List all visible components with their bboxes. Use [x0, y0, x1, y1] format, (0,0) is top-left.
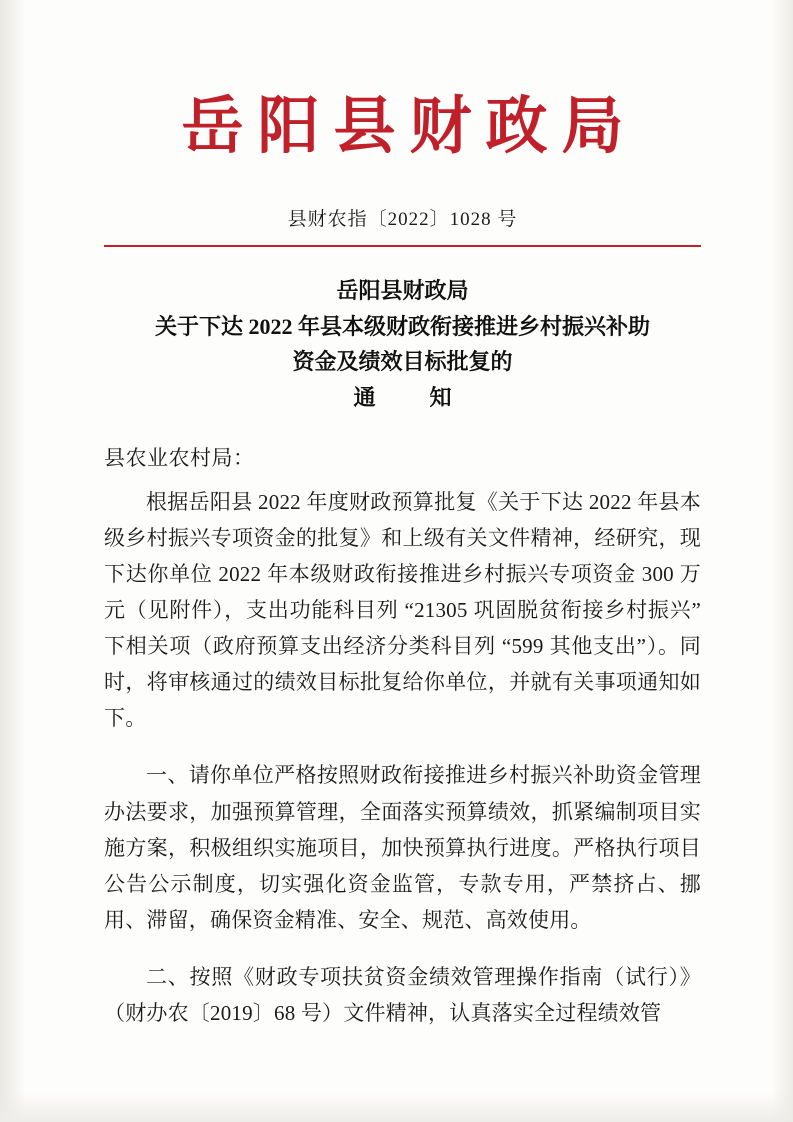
paragraph-intro: 根据岳阳县 2022 年度财政预算批复《关于下达 2022 年县本级乡村振兴专项资金的批复》和上级有关文件精神，经研究，现下达你单位 2022 年本级财政衔接推进乡村振兴专项资金 300 万元（见附件），支出功能科目列 “21305 巩固脱贫衔接乡村振兴” 下相关项（政府预算支出经济分类科目列 “599 其他支出”）。同时，将审核通过的绩效目标批复给你单位，并就有关事项通知如下。 — [104, 489, 701, 731]
document-recipient: 县农业农村局： — [104, 445, 255, 470]
document-number: 县财农指〔2022〕1028 号 — [287, 209, 518, 231]
document-title — [104, 273, 701, 416]
red-divider-rule — [104, 245, 701, 247]
paragraph-item-one: 一、请你单位严格按照财政衔接推进乡村振兴补助资金管理办法要求，加强预算管理，全面落实预算绩效，抓紧编制项目实施方案，积极组织实施项目，加快预算执行进度。严格执行项目公告公示制度，切实强化资金监管，专款专用，严禁挤占、挪用、滞留，确保资金精准、安全、规范、高效使用。 — [104, 763, 701, 932]
title-line-issuer: 岳阳县财政局 — [336, 278, 469, 304]
paragraph-item-two: 二、按照《财政专项扶贫资金绩效管理操作指南（试行）》（财办农〔2019〕68 号）文件精神，认真落实全过程绩效管 — [104, 965, 701, 1026]
title-line-notice: 通 知 — [353, 385, 468, 411]
document-masthead: 岳阳县财政局 — [181, 89, 638, 162]
title-line-subject-2: 资金及绩效目标批复的 — [292, 349, 513, 375]
title-line-subject-1: 关于下达 2022 年县本级财政衔接推进乡村振兴补助 — [154, 313, 650, 339]
page-bottom-shading — [0, 1092, 793, 1122]
